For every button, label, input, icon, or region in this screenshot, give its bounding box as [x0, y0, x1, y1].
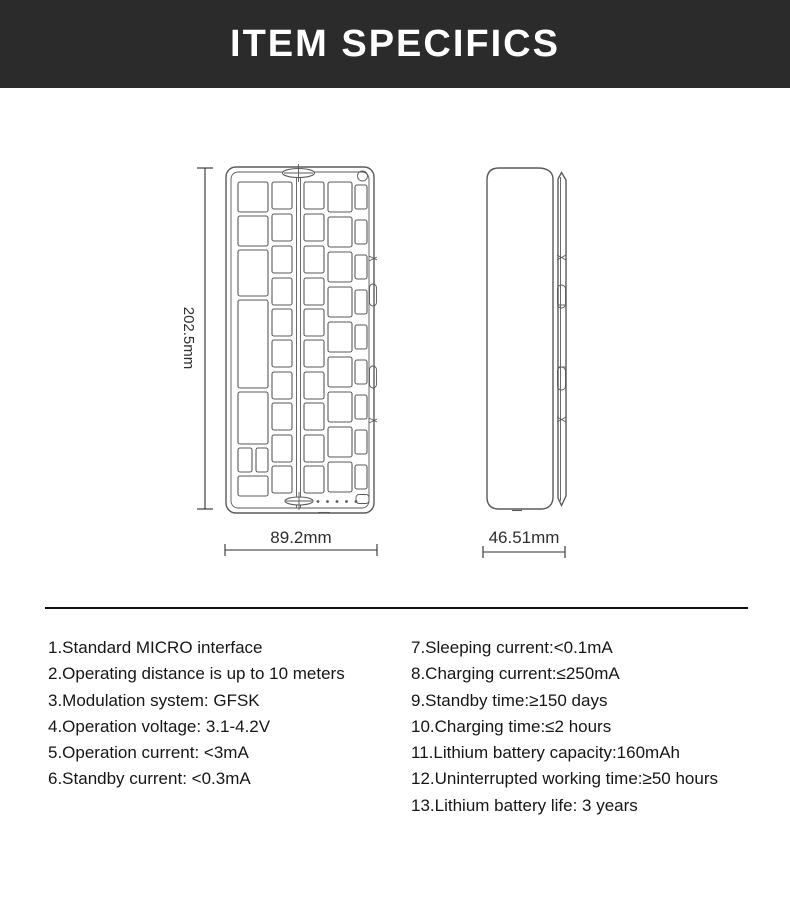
side-width-dimension-label: 46.51mm	[488, 528, 560, 547]
spec-item: 9.Standby time:≥150 days	[411, 690, 608, 710]
front-width-dimension-label: 89.2mm	[270, 528, 332, 547]
spec-item: 1.Standard MICRO interface	[48, 638, 263, 657]
spec-item: 8.Charging current:≤250mA	[411, 664, 620, 684]
spec-item: 12.Uninterrupted working time:≥50 hours	[411, 769, 718, 789]
side-view	[487, 168, 566, 511]
spec-item: 4.Operation voltage: 3.1-4.2V	[48, 716, 271, 736]
spec-list-right	[411, 635, 718, 819]
section-divider	[45, 607, 748, 609]
spec-item: 10.Charging time:≤2 hours	[411, 716, 612, 736]
front-width-dimension	[225, 528, 377, 556]
spec-item: 5.Operation current: <3mA	[48, 743, 249, 763]
side-view-edge-strip	[558, 173, 566, 506]
spec-item: 6.Standby current: <0.3mA	[48, 769, 251, 789]
spec-item: 7.Sleeping current:<0.1mA	[411, 638, 613, 657]
page-title: ITEM SPECIFICS	[230, 23, 560, 65]
spec-item: 13.Lithium battery life: 3 years	[411, 795, 638, 815]
header-banner	[0, 0, 790, 88]
height-dimension	[180, 168, 213, 509]
spec-item: 2.Operating distance is up to 10 meters	[48, 664, 345, 684]
spec-list-left	[48, 635, 345, 793]
height-dimension-label: 202.5mm	[180, 306, 197, 370]
spec-item: 3.Modulation system: GFSK	[48, 690, 260, 710]
spec-item: 11.Lithium battery capacity:160mAh	[411, 743, 680, 763]
side-view-body	[487, 168, 553, 509]
keyboard-dimension-diagram	[0, 88, 790, 608]
front-view	[226, 164, 377, 513]
side-width-dimension	[483, 528, 565, 558]
